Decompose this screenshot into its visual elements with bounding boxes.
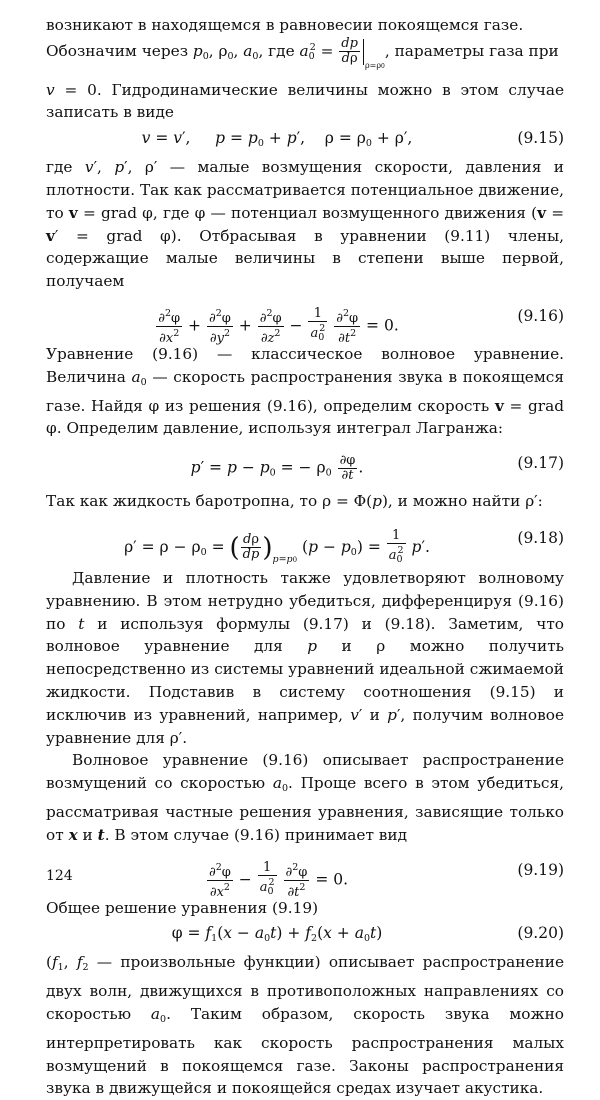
- paragraph-4: Так как жидкость баротропна, то ρ = Φ(p), и можно найти ρ′:: [46, 492, 543, 511]
- paragraph-7: Общее решение уравнения (9.19): [46, 898, 319, 917]
- equation-9-18: $\rho' = \rho - \rho_0$ = ( $\frac{d\rho}{dp}$ )$_{p=p0}$ $(p - p_0)$ = $\frac{1}{a_0^2}$ p′. (9.18): [124, 527, 564, 565]
- equation-9-16: $\frac{\partial^2\varphi}{\partial x^2}$ + $\frac{\partial^2\varphi}{\partial y^2}$ + $\frac{\partial^2\varphi}{\partial z^2}$ − $\frac{1}{a_0^2}$ $\frac{\partial^2\varphi}{\partial t^2}$ = 0. (9.16): [158, 306, 564, 346]
- paragraph-3: Уравнение (9.16) — классическое волновое уравнение. Величина $a_0$ — скорость распространения звука в покоящемся газе. Найдя φ из решения (9.16), определим скорость v = grad φ. Определим давление, используя интеграл Лагранжа:: [46, 344, 564, 438]
- page-content: [46, 14, 564, 1100]
- paragraph-8: ($f_1$, $f_2$ — произвольные функции) описывает распространение двух волн, движущихся в противоположных направлениях со скоростью $a_0$. Таким образом, скорость звука можно интерпретировать как скорость распространения малых возмущений в покоящемся газе. Законы распространения звука в движущейся и покоящейся средах изучает акустика.: [46, 953, 564, 1098]
- equation-9-17: $p' = p - p_0$ = − $\rho_0$ $\frac{\partial\varphi}{\partial t}$ . (9.17): [190, 453, 564, 484]
- equation-9-20: $\varphi = f_1(x - a_0t) + f_2(x + a_0t)$ (9.20): [171, 924, 564, 945]
- paragraph-1: возникают в находящемся в равновесии покоящемся газе. Обозначим через $p_0$, $\rho_0$, $a_0$, где $a_0^2$ = $\frac{dp}{d\rho}$ $_{\rho=\rho 0}$, параметры газа при v = 0. Гидродинамические величины можно в этом случае записать в виде: [46, 16, 564, 122]
- paragraph-6: Волновое уравнение (9.16) описывает распространение возмущений со скоростью $a_0$. Проще всего в этом убедиться, рассматривая частные решения уравнения, зависящие только от x и t. В этом случае (9.16) принимает вид: [46, 751, 564, 844]
- paragraph-5: Давление и плотность также удовлетворяют волновому уравнению. В этом нетрудно убедиться, дифференцируя (9.16) по t и используя формулы (9.17) и (9.18). Заметим, что волновое уравнение для p и ρ можно получить непосредственно из системы уравнений идеальной сжимаемой жидкости. Подставив в систему соотношения (9.15) и исключив из уравнений, например, v′ и p′, получим волновое уравнение для ρ′.: [46, 568, 565, 747]
- equation-9-19: $\frac{\partial^2\varphi}{\partial x^2}$ − $\frac{1}{a_0^2}$ $\frac{\partial^2\varphi}{\partial t^2}$ = 0. (9.19): [208, 860, 564, 900]
- equation-9-15: v = v′, $p = p_0 + p'$, $\rho = \rho_0 + \rho'$, (9.15): [141, 129, 564, 150]
- page-number: 124: [46, 868, 73, 884]
- paragraph-2: где v′, p′, ρ′ — малые возмущения скорости, давления и плотности. Так как рассматривается потенциальное движение, то v = grad φ, где φ — потенциал возмущенного движения (v = v′ = grad φ). Отбрасывая в уравнении (9.11) члены, содержащие малые величины в степени выше первой, получаем: [46, 158, 565, 291]
